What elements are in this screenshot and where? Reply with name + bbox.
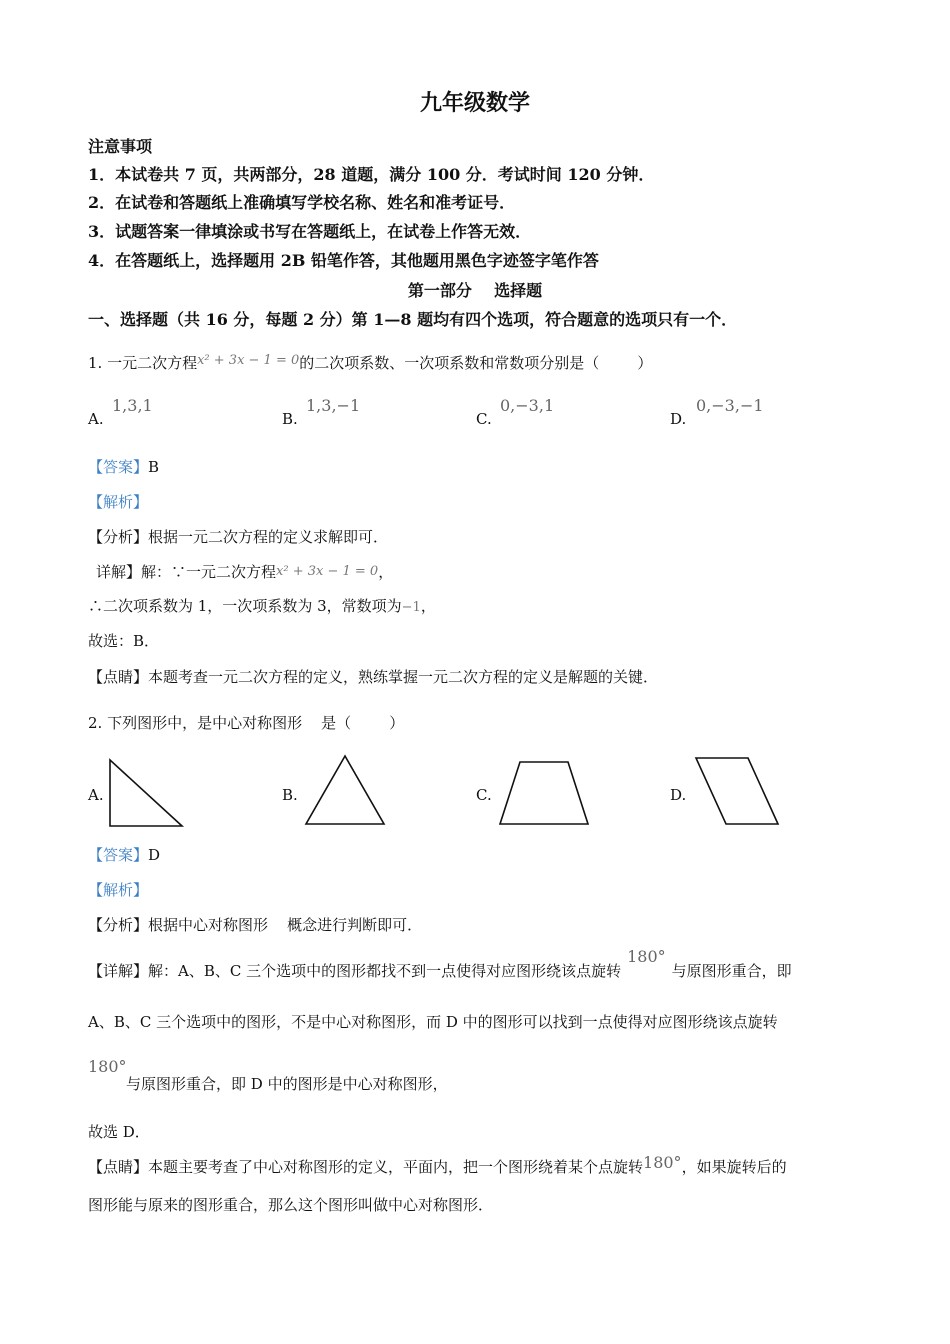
trapezoid-shape (500, 762, 588, 824)
answer-tag: 【答案】 (88, 846, 149, 864)
question-1-stem-pre: 1. 一元二次方程 (88, 354, 198, 372)
page-title: 九年级数学 (419, 90, 530, 116)
option-a (88, 410, 104, 428)
notice-heading: 注意事项 (88, 137, 153, 156)
line2-pre: ∴二次项系数为 1，一次项系数为 3，常数项为 (88, 597, 402, 615)
detail-l1-post: 与原图形重合，即 (671, 962, 792, 980)
option-b: B. (282, 786, 298, 804)
detail-post: ， (378, 563, 394, 581)
dianjing-line2: 图形能与原来的图形重合，那么这个图形叫做中心对称图形． (88, 1196, 494, 1214)
answer-value: D (148, 846, 161, 864)
line2-post: ， (420, 597, 436, 615)
option-d (670, 410, 686, 428)
answer-line (88, 844, 160, 865)
option-a-value: 1,3,1 (112, 396, 153, 415)
option-a: A. (88, 786, 104, 804)
notice-item: 3．试题答案一律填涂或书写在答题纸上，在试卷上作答无效． (88, 222, 532, 241)
question-1-stem (88, 352, 652, 373)
analysis-fenxi: 【分析】根据一元二次方程的定义求解即可． (88, 528, 389, 546)
option-b-value: 1,3,−1 (306, 396, 361, 415)
option-letter: B. (282, 410, 298, 428)
choose-line: 故选 D． (88, 1123, 150, 1141)
line2-value: −1 (401, 600, 421, 615)
equilateral-triangle-figure (300, 752, 390, 830)
option-d: D. (670, 786, 687, 804)
analysis-tag: 【解析】 (88, 493, 149, 511)
section-heading: 一、选择题（共 16 分，每题 2 分）第 1—8 题均有四个选项，符合题意的选项只有一个． (88, 310, 738, 329)
option-c (476, 410, 492, 428)
equation: x² + 3x − 1 = 0 (197, 353, 300, 368)
detail-line1 (88, 947, 792, 981)
answer-tag: 【答案】 (88, 458, 149, 476)
option-letter: C. (476, 410, 492, 428)
angle-value: 180° (88, 1057, 127, 1076)
notice-item: 1．本试卷共 7 页，共两部分，28 道题，满分 100 分．考试时间 120 分钟． (88, 165, 655, 184)
answer-value: B (148, 458, 160, 476)
parallelogram-figure (690, 754, 784, 830)
detail-l1-pre: 【详解】解：A、B、C 三个选项中的图形都找不到一点使得对应图形绕该点旋转 (88, 962, 622, 980)
notice-item: 2．在试卷和答题纸上准确填写学校名称、姓名和准考证号． (88, 193, 516, 212)
part-title: 第一部分 选择题 (407, 281, 543, 300)
detail-equation: x² + 3x − 1 = 0 (276, 564, 379, 579)
option-letter: A. (88, 410, 104, 428)
analysis-detail (96, 561, 393, 582)
trapezoid-figure (494, 758, 594, 830)
notice-item: 4．在答题纸上，选择题用 2B 铅笔作答，其他题用黑色字迹签字笔作答 (88, 251, 599, 270)
choose-line: 故选：B． (88, 632, 160, 650)
option-c-value: 0,−3,1 (500, 396, 555, 415)
dianjing-pre: 【点睛】本题主要考查了中心对称图形的定义，平面内，把一个图形绕着某个点旋转 (88, 1158, 644, 1176)
dianjing-line1 (88, 1153, 787, 1177)
angle-value: 180° (643, 1153, 682, 1172)
question-2-stem: 2. 下列图形中，是中心对称图形 是（ ） (88, 714, 405, 732)
dianjing-line: 【点睛】本题考查一元二次方程的定义，熟练掌握一元二次方程的定义是解题的关键． (88, 668, 659, 686)
right-triangle-figure (104, 756, 188, 830)
question-1-stem-post: 的二次项系数、一次项系数和常数项分别是（ ） (299, 354, 653, 372)
option-d-value: 0,−3,−1 (696, 396, 764, 415)
angle-value: 180° (627, 947, 666, 966)
analysis-line2 (88, 595, 436, 616)
equilateral-triangle-shape (306, 756, 384, 824)
answer-line (88, 456, 159, 477)
analysis-fenxi: 【分析】根据中心对称图形 概念进行判断即可． (88, 916, 423, 934)
parallelogram-shape (696, 758, 778, 824)
dianjing-post: ，如果旋转后的 (681, 1158, 787, 1176)
option-letter: D. (670, 410, 687, 428)
detail-line2: A、B、C 三个选项中的图形，不是中心对称图形，而 D 中的图形可以找到一点使得对应图形绕该点旋转 (88, 1013, 778, 1031)
option-c: C. (476, 786, 492, 804)
detail-pre: 详解】解：∵一元二次方程 (96, 563, 277, 581)
option-b (282, 410, 298, 428)
analysis-tag: 【解析】 (88, 881, 149, 899)
detail-line3: 与原图形重合，即 D 中的图形是中心对称图形， (126, 1075, 448, 1093)
right-triangle-shape (110, 760, 182, 826)
